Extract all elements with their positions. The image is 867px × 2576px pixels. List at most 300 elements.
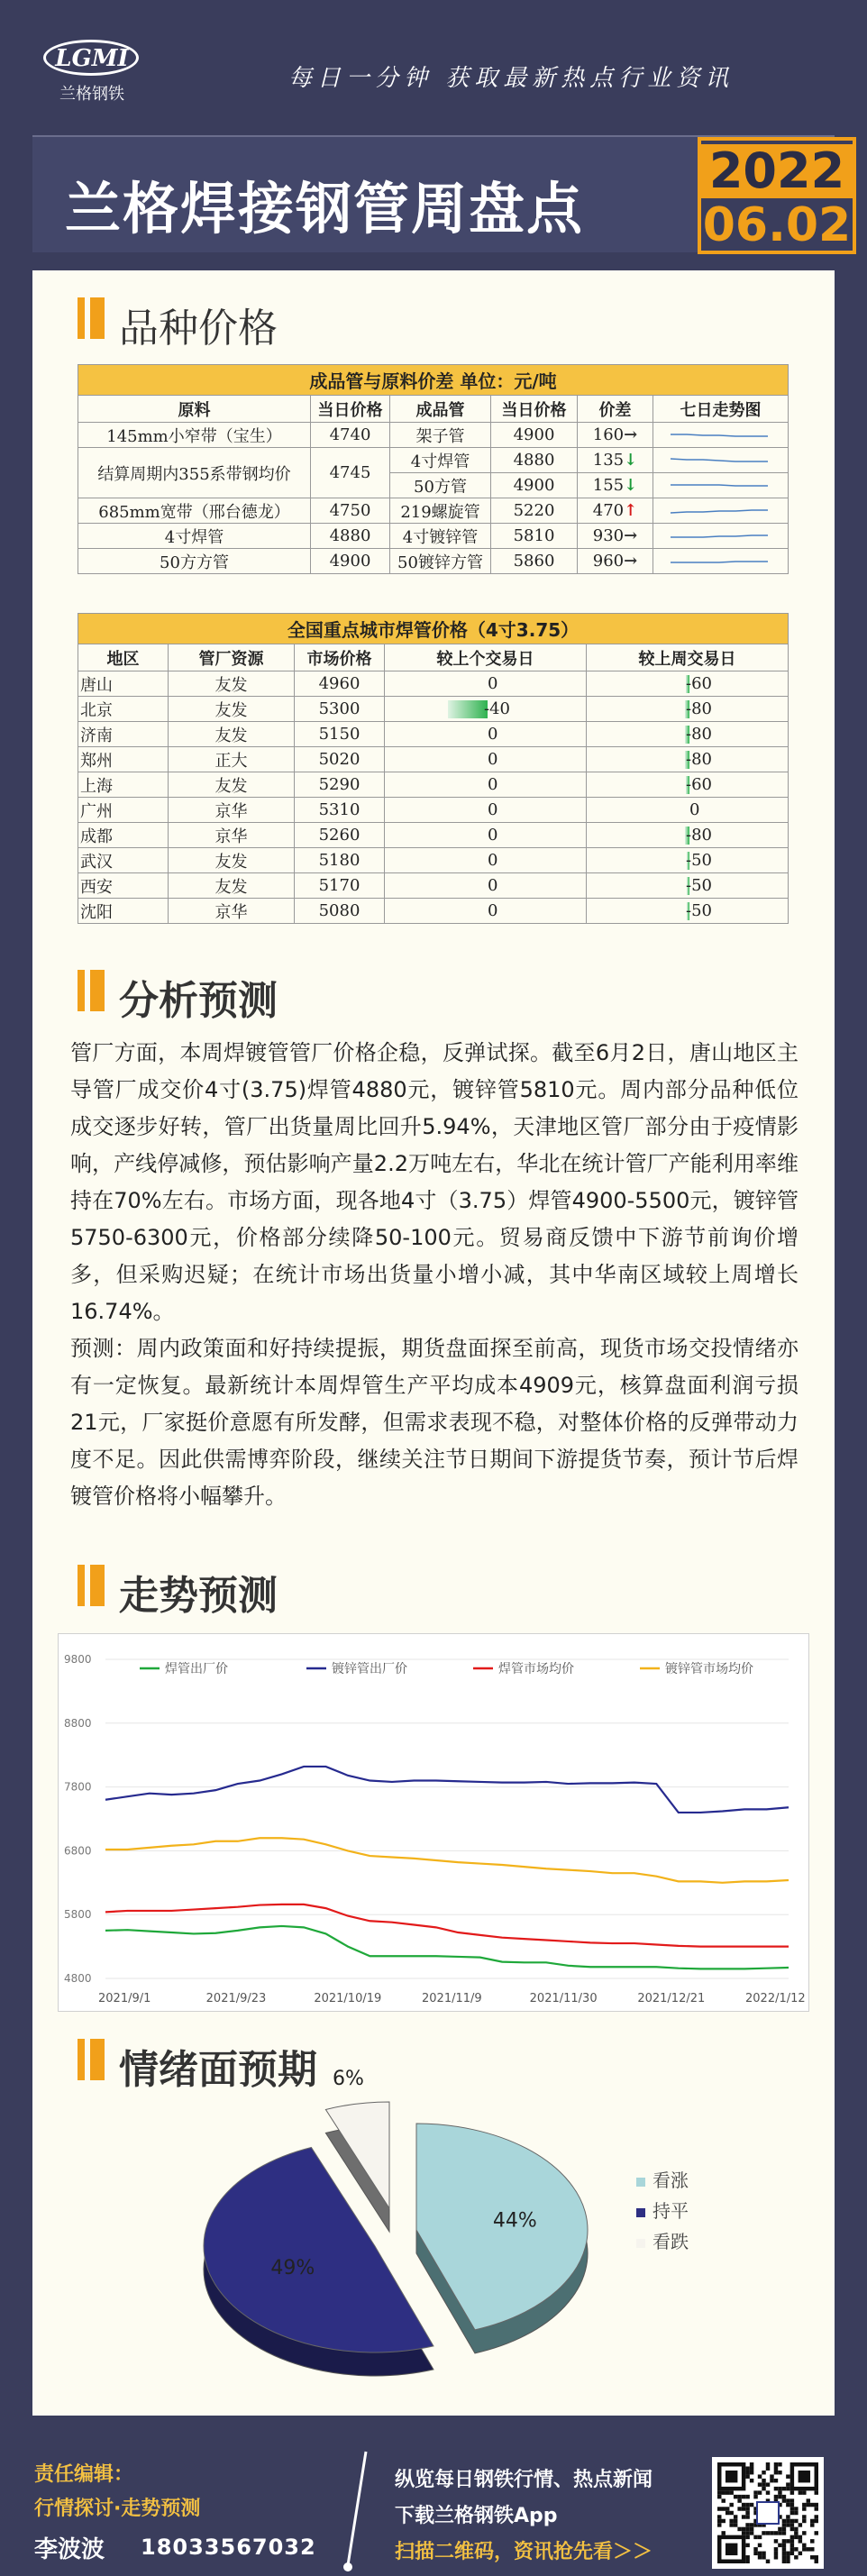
raw-price-cell: 4750: [311, 498, 390, 524]
day-change-cell: [385, 772, 587, 798]
arrow-down-icon: ↓: [624, 476, 638, 495]
x-tick-label: 2021/11/9: [422, 1992, 482, 2005]
sparkline: [667, 479, 775, 493]
legend-swatch: [636, 2239, 645, 2248]
qr-module: [774, 2539, 778, 2543]
legend-label: 镀锌管出厂价: [332, 1662, 407, 1676]
sparkline-line: [671, 535, 768, 537]
qr-module: [745, 2535, 749, 2539]
pie-data-label: 49%: [270, 2257, 315, 2280]
change-bar: [589, 774, 786, 796]
section-bar-icon: [90, 1565, 105, 1606]
qr-module: [786, 2539, 789, 2543]
x-tick-label: 2021/10/19: [314, 1992, 382, 2005]
qr-module: [729, 2519, 733, 2523]
qr-module: [758, 2555, 762, 2559]
table-header-cell: 当日价格: [491, 396, 578, 423]
qr-module: [782, 2560, 786, 2563]
mill-cell: 京华: [169, 899, 295, 924]
product-price-cell: 4880: [491, 448, 578, 473]
qr-module: [726, 2490, 729, 2494]
qr-module: [770, 2531, 773, 2535]
pie-slice-group: [204, 2147, 434, 2376]
sparkline-cell: [653, 423, 789, 448]
qr-module: [815, 2531, 818, 2535]
qr-module: [774, 2531, 778, 2535]
table-header-row: [78, 644, 789, 671]
change-bar: [387, 673, 584, 695]
qr-module: [717, 2490, 721, 2494]
editor-label: 责任编辑：: [34, 2463, 134, 2486]
qr-module: [786, 2474, 789, 2478]
market-price-cell: 4960: [295, 671, 385, 697]
table-row: [78, 899, 789, 924]
qr-module: [815, 2519, 818, 2523]
qr-module: [729, 2511, 733, 2515]
qr-module: [742, 2527, 745, 2531]
change-bar: [589, 825, 786, 846]
day-change-cell: [385, 798, 587, 823]
x-tick-label: 2021/11/30: [529, 1992, 598, 2005]
change-bar: [387, 799, 584, 821]
table-row: [78, 747, 789, 772]
pie-data-label: 6%: [333, 2068, 364, 2091]
qr-module: [721, 2519, 725, 2523]
qr-module: [810, 2555, 814, 2559]
qr-module: [786, 2560, 789, 2563]
spread-value: 930: [592, 526, 625, 545]
qr-module: [786, 2482, 789, 2486]
qr-module: [753, 2495, 757, 2498]
product-cell: 50方管: [390, 473, 491, 498]
mill-cell: 友发: [169, 697, 295, 722]
qr-module: [807, 2498, 810, 2502]
qr-module: [794, 2511, 798, 2515]
table-row: [78, 798, 789, 823]
qr-module: [758, 2535, 762, 2539]
qr-module: [745, 2555, 749, 2559]
qr-module: [750, 2523, 753, 2526]
sentiment-pie-chart: [168, 2068, 799, 2398]
city-cell: 武汉: [78, 848, 169, 873]
city-cell: 北京: [78, 697, 169, 722]
qr-module: [815, 2507, 818, 2510]
day-change-cell: [385, 848, 587, 873]
qr-code-icon[interactable]: [712, 2457, 824, 2569]
editor-dept: 行情探讨·走势预测: [34, 2498, 201, 2520]
series-line: [105, 1838, 789, 1883]
change-bar: [387, 825, 584, 846]
change-bar: [387, 774, 584, 796]
editor-name: 李波波: [34, 2536, 105, 2563]
negative-bar: [448, 700, 488, 718]
qr-module: [745, 2503, 749, 2507]
date-box: [698, 137, 856, 254]
pen-icon: [339, 2448, 375, 2574]
qr-module: [737, 2498, 741, 2502]
change-bar: [589, 900, 786, 922]
qr-module: [750, 2466, 753, 2470]
market-price-cell: 5310: [295, 798, 385, 823]
qr-module: [782, 2523, 786, 2526]
raw-material-cell: 50方方管: [78, 549, 311, 574]
market-price-cell: 5080: [295, 899, 385, 924]
change-value: 0: [488, 724, 498, 744]
qr-module: [753, 2547, 757, 2551]
qr-module: [745, 2495, 749, 2498]
city-price-table: [78, 613, 789, 924]
change-value: -80: [686, 699, 712, 718]
day-change-cell: [385, 823, 587, 848]
qr-module: [782, 2487, 786, 2490]
change-bar: [589, 749, 786, 771]
qr-finder-core: [799, 2471, 810, 2482]
change-value: 0: [689, 799, 700, 819]
sparkline: [667, 453, 775, 468]
change-bar: [589, 850, 786, 872]
x-tick-label: 2022/1/12: [745, 1992, 806, 2005]
city-cell: 成都: [78, 823, 169, 848]
qr-module: [750, 2462, 753, 2466]
qr-module: [799, 2490, 802, 2494]
qr-module: [782, 2539, 786, 2543]
content-panel: [32, 270, 835, 2416]
x-tick-label: 2021/9/23: [205, 1992, 267, 2005]
qr-module: [770, 2479, 773, 2482]
table-header-cell: 较上个交易日: [385, 644, 587, 671]
sparkline-cell: [653, 549, 789, 574]
change-value: 0: [488, 673, 498, 693]
product-cell: 架子管: [390, 423, 491, 448]
product-price-cell: 5810: [491, 524, 578, 549]
change-value: 0: [488, 825, 498, 845]
market-price-cell: 5180: [295, 848, 385, 873]
raw-price-cell: 4740: [311, 423, 390, 448]
slogan: 每日一分钟 获取最新热点行业资讯: [288, 65, 735, 92]
change-bar: [589, 875, 786, 897]
qr-module: [717, 2507, 721, 2510]
qr-module: [745, 2523, 749, 2526]
qr-module: [766, 2482, 770, 2486]
qr-module: [799, 2539, 802, 2543]
change-value: 0: [488, 875, 498, 895]
qr-module: [745, 2515, 749, 2518]
trend-line-chart: [58, 1633, 809, 2012]
table-header-cell: 较上周交易日: [587, 644, 789, 671]
y-tick-label: 7800: [64, 1780, 92, 1794]
city-cell: 广州: [78, 798, 169, 823]
change-value: -40: [484, 699, 510, 718]
logo-text: LGMI: [55, 45, 129, 72]
qr-module: [790, 2527, 794, 2531]
change-value: -80: [686, 749, 712, 769]
section-bar-icon: [78, 1565, 85, 1606]
qr-module: [762, 2552, 765, 2555]
qr-module: [790, 2544, 794, 2547]
change-bar: [387, 749, 584, 771]
page-title: 兰格焊接钢管周盘点: [65, 176, 585, 242]
qr-module: [762, 2531, 765, 2535]
section-title: 分析预测: [119, 978, 278, 1024]
qr-module: [762, 2482, 765, 2486]
promo-line-2: 下载兰格钢铁App: [395, 2505, 558, 2527]
qr-module: [810, 2519, 814, 2523]
qr-module: [758, 2490, 762, 2494]
qr-module: [782, 2531, 786, 2535]
change-bar: [387, 724, 584, 745]
table-row: [78, 549, 789, 574]
qr-module: [778, 2527, 781, 2531]
market-price-cell: 5150: [295, 722, 385, 747]
qr-finder-core: [726, 2544, 737, 2555]
change-bar: [589, 699, 786, 720]
qr-module: [729, 2490, 733, 2494]
legend-label: 看涨: [653, 2170, 689, 2191]
qr-module: [737, 2527, 741, 2531]
day-change-cell: [385, 697, 587, 722]
sparkline-cell: [653, 473, 789, 498]
qr-module: [750, 2527, 753, 2531]
qr-module: [778, 2462, 781, 2466]
y-tick-label: 4800: [64, 1972, 92, 1985]
qr-module: [737, 2495, 741, 2498]
qr-module: [766, 2560, 770, 2563]
day-change-cell: [385, 899, 587, 924]
legend-label: 焊管市场均价: [498, 1662, 574, 1676]
qr-module: [774, 2495, 778, 2498]
table-header-cell: 当日价格: [311, 396, 390, 423]
market-price-cell: 5290: [295, 772, 385, 798]
qr-module: [815, 2490, 818, 2494]
qr-module: [782, 2547, 786, 2551]
qr-module: [758, 2544, 762, 2547]
city-cell: 上海: [78, 772, 169, 798]
table-header-cell: 管厂资源: [169, 644, 295, 671]
section-bar-icon: [90, 297, 105, 339]
week-change-cell: [587, 747, 789, 772]
qr-module: [782, 2498, 786, 2502]
qr-module: [729, 2503, 733, 2507]
date-month-day: 06.02: [702, 198, 852, 252]
mill-cell: 友发: [169, 848, 295, 873]
qr-module: [782, 2519, 786, 2523]
qr-module: [794, 2555, 798, 2559]
qr-module: [802, 2507, 806, 2510]
qr-module: [782, 2527, 786, 2531]
qr-module: [753, 2535, 757, 2539]
change-bar: [387, 875, 584, 897]
y-tick-label: 8800: [64, 1716, 92, 1730]
qr-module: [778, 2544, 781, 2547]
pie-slice-group: [416, 2124, 588, 2353]
qr-module: [790, 2490, 794, 2494]
pie-data-label: 44%: [492, 2209, 537, 2233]
week-change-cell: [587, 873, 789, 899]
table-row: [78, 722, 789, 747]
city-cell: 沈阳: [78, 899, 169, 924]
qr-module: [721, 2498, 725, 2502]
raw-material-cell: 145mm小窄带（宝生）: [78, 423, 311, 448]
qr-module: [786, 2487, 789, 2490]
qr-module: [721, 2531, 725, 2535]
market-price-cell: 5300: [295, 697, 385, 722]
table-row: [78, 873, 789, 899]
qr-module: [750, 2503, 753, 2507]
legend-swatch: [636, 2208, 645, 2217]
qr-module: [762, 2471, 765, 2474]
qr-module: [742, 2507, 745, 2510]
pie-chart-svg: [168, 2068, 799, 2398]
qr-module: [786, 2498, 789, 2502]
qr-module: [790, 2498, 794, 2502]
y-tick-label: 9800: [64, 1653, 92, 1666]
qr-module: [790, 2547, 794, 2551]
raw-price-cell: 4880: [311, 524, 390, 549]
section-bar-icon: [90, 2039, 105, 2080]
table-row: [78, 423, 789, 448]
qr-module: [807, 2503, 810, 2507]
table-row: [78, 524, 789, 549]
qr-module: [794, 2507, 798, 2510]
qr-module: [726, 2511, 729, 2515]
qr-module: [802, 2531, 806, 2535]
spread-value: 470: [592, 501, 625, 520]
table-row: [78, 848, 789, 873]
spread-cell: [578, 549, 653, 574]
qr-module: [810, 2503, 814, 2507]
qr-module: [778, 2487, 781, 2490]
section-title: 品种价格: [119, 306, 278, 352]
week-change-cell: [587, 823, 789, 848]
raw-material-cell: 结算周期内355系带钢均价: [78, 448, 311, 498]
product-price-cell: 4900: [491, 473, 578, 498]
qr-module: [745, 2511, 749, 2515]
table-row: [78, 498, 789, 524]
qr-module: [734, 2515, 737, 2518]
sparkline-line: [671, 459, 768, 461]
qr-module: [794, 2519, 798, 2523]
qr-module: [790, 2552, 794, 2555]
footer: [0, 2416, 867, 2576]
qr-module: [778, 2531, 781, 2535]
market-price-cell: 5170: [295, 873, 385, 899]
product-cell: 219螺旋管: [390, 498, 491, 524]
table-header-cell: 地区: [78, 644, 169, 671]
qr-module: [790, 2507, 794, 2510]
city-cell: 郑州: [78, 747, 169, 772]
qr-module: [794, 2535, 798, 2539]
legend-label: 镀锌管市场均价: [665, 1662, 753, 1676]
logo-subtitle: 兰格钢铁: [59, 85, 124, 104]
table-row: [78, 697, 789, 722]
qr-module: [810, 2547, 814, 2551]
sparkline: [667, 428, 775, 443]
qr-module: [774, 2471, 778, 2474]
qr-module: [774, 2479, 778, 2482]
raw-price-cell: 4900: [311, 549, 390, 574]
qr-module: [778, 2471, 781, 2474]
qr-module: [786, 2555, 789, 2559]
qr-module: [753, 2552, 757, 2555]
day-change-cell: [385, 873, 587, 899]
qr-module: [774, 2462, 778, 2466]
qr-module: [729, 2523, 733, 2526]
qr-module: [750, 2471, 753, 2474]
qr-module: [766, 2466, 770, 2470]
change-value: 0: [488, 749, 498, 769]
raw-material-cell: 4寸焊管: [78, 524, 311, 549]
spread-value: 160: [592, 425, 625, 444]
y-tick-label: 6800: [64, 1844, 92, 1858]
qr-module: [717, 2515, 721, 2518]
qr-module: [774, 2552, 778, 2555]
sparkline-cell: [653, 448, 789, 473]
qr-module: [721, 2490, 725, 2494]
mill-cell: 友发: [169, 873, 295, 899]
section-bar-icon: [78, 297, 85, 339]
qr-module: [799, 2535, 802, 2539]
qr-module: [802, 2519, 806, 2523]
promo-line-3[interactable]: 扫描二维码，资讯抢先看＞＞: [395, 2541, 653, 2563]
qr-module: [794, 2527, 798, 2531]
series-line: [105, 1926, 789, 1969]
qr-module: [774, 2547, 778, 2551]
mill-cell: 友发: [169, 772, 295, 798]
qr-module: [734, 2519, 737, 2523]
qr-module: [810, 2539, 814, 2543]
section-bar-icon: [78, 970, 85, 1011]
qr-module: [810, 2523, 814, 2526]
qr-module: [802, 2490, 806, 2494]
qr-module: [742, 2495, 745, 2498]
change-value: -80: [686, 724, 712, 744]
qr-module: [758, 2552, 762, 2555]
section-title: 情绪面预期: [119, 2047, 317, 2093]
section-title: 走势预测: [119, 1573, 278, 1619]
header: [0, 0, 867, 270]
sparkline-cell: [653, 498, 789, 524]
qr-module: [742, 2503, 745, 2507]
day-change-cell: [385, 747, 587, 772]
qr-module: [774, 2555, 778, 2559]
title-bar: [32, 135, 852, 252]
market-price-cell: 5260: [295, 823, 385, 848]
day-change-cell: [385, 671, 587, 697]
qr-module: [766, 2531, 770, 2535]
change-bar: [589, 724, 786, 745]
qr-module: [802, 2547, 806, 2551]
qr-module: [762, 2555, 765, 2559]
table-header-cell: 成品管: [390, 396, 491, 423]
qr-module: [790, 2519, 794, 2523]
qr-module: [815, 2503, 818, 2507]
qr-module: [753, 2490, 757, 2494]
price-spread-table: [78, 364, 789, 574]
change-value: -80: [686, 825, 712, 845]
qr-module: [750, 2479, 753, 2482]
change-bar: [387, 900, 584, 922]
qr-module: [737, 2507, 741, 2510]
qr-module: [794, 2531, 798, 2535]
qr-module: [750, 2531, 753, 2535]
table-row: [78, 823, 789, 848]
qr-module: [799, 2523, 802, 2526]
qr-module: [790, 2539, 794, 2543]
week-change-cell: [587, 899, 789, 924]
product-cell: 50镀锌方管: [390, 549, 491, 574]
editor-phone[interactable]: 18033567032: [141, 2535, 316, 2560]
spread-cell: [578, 423, 653, 448]
